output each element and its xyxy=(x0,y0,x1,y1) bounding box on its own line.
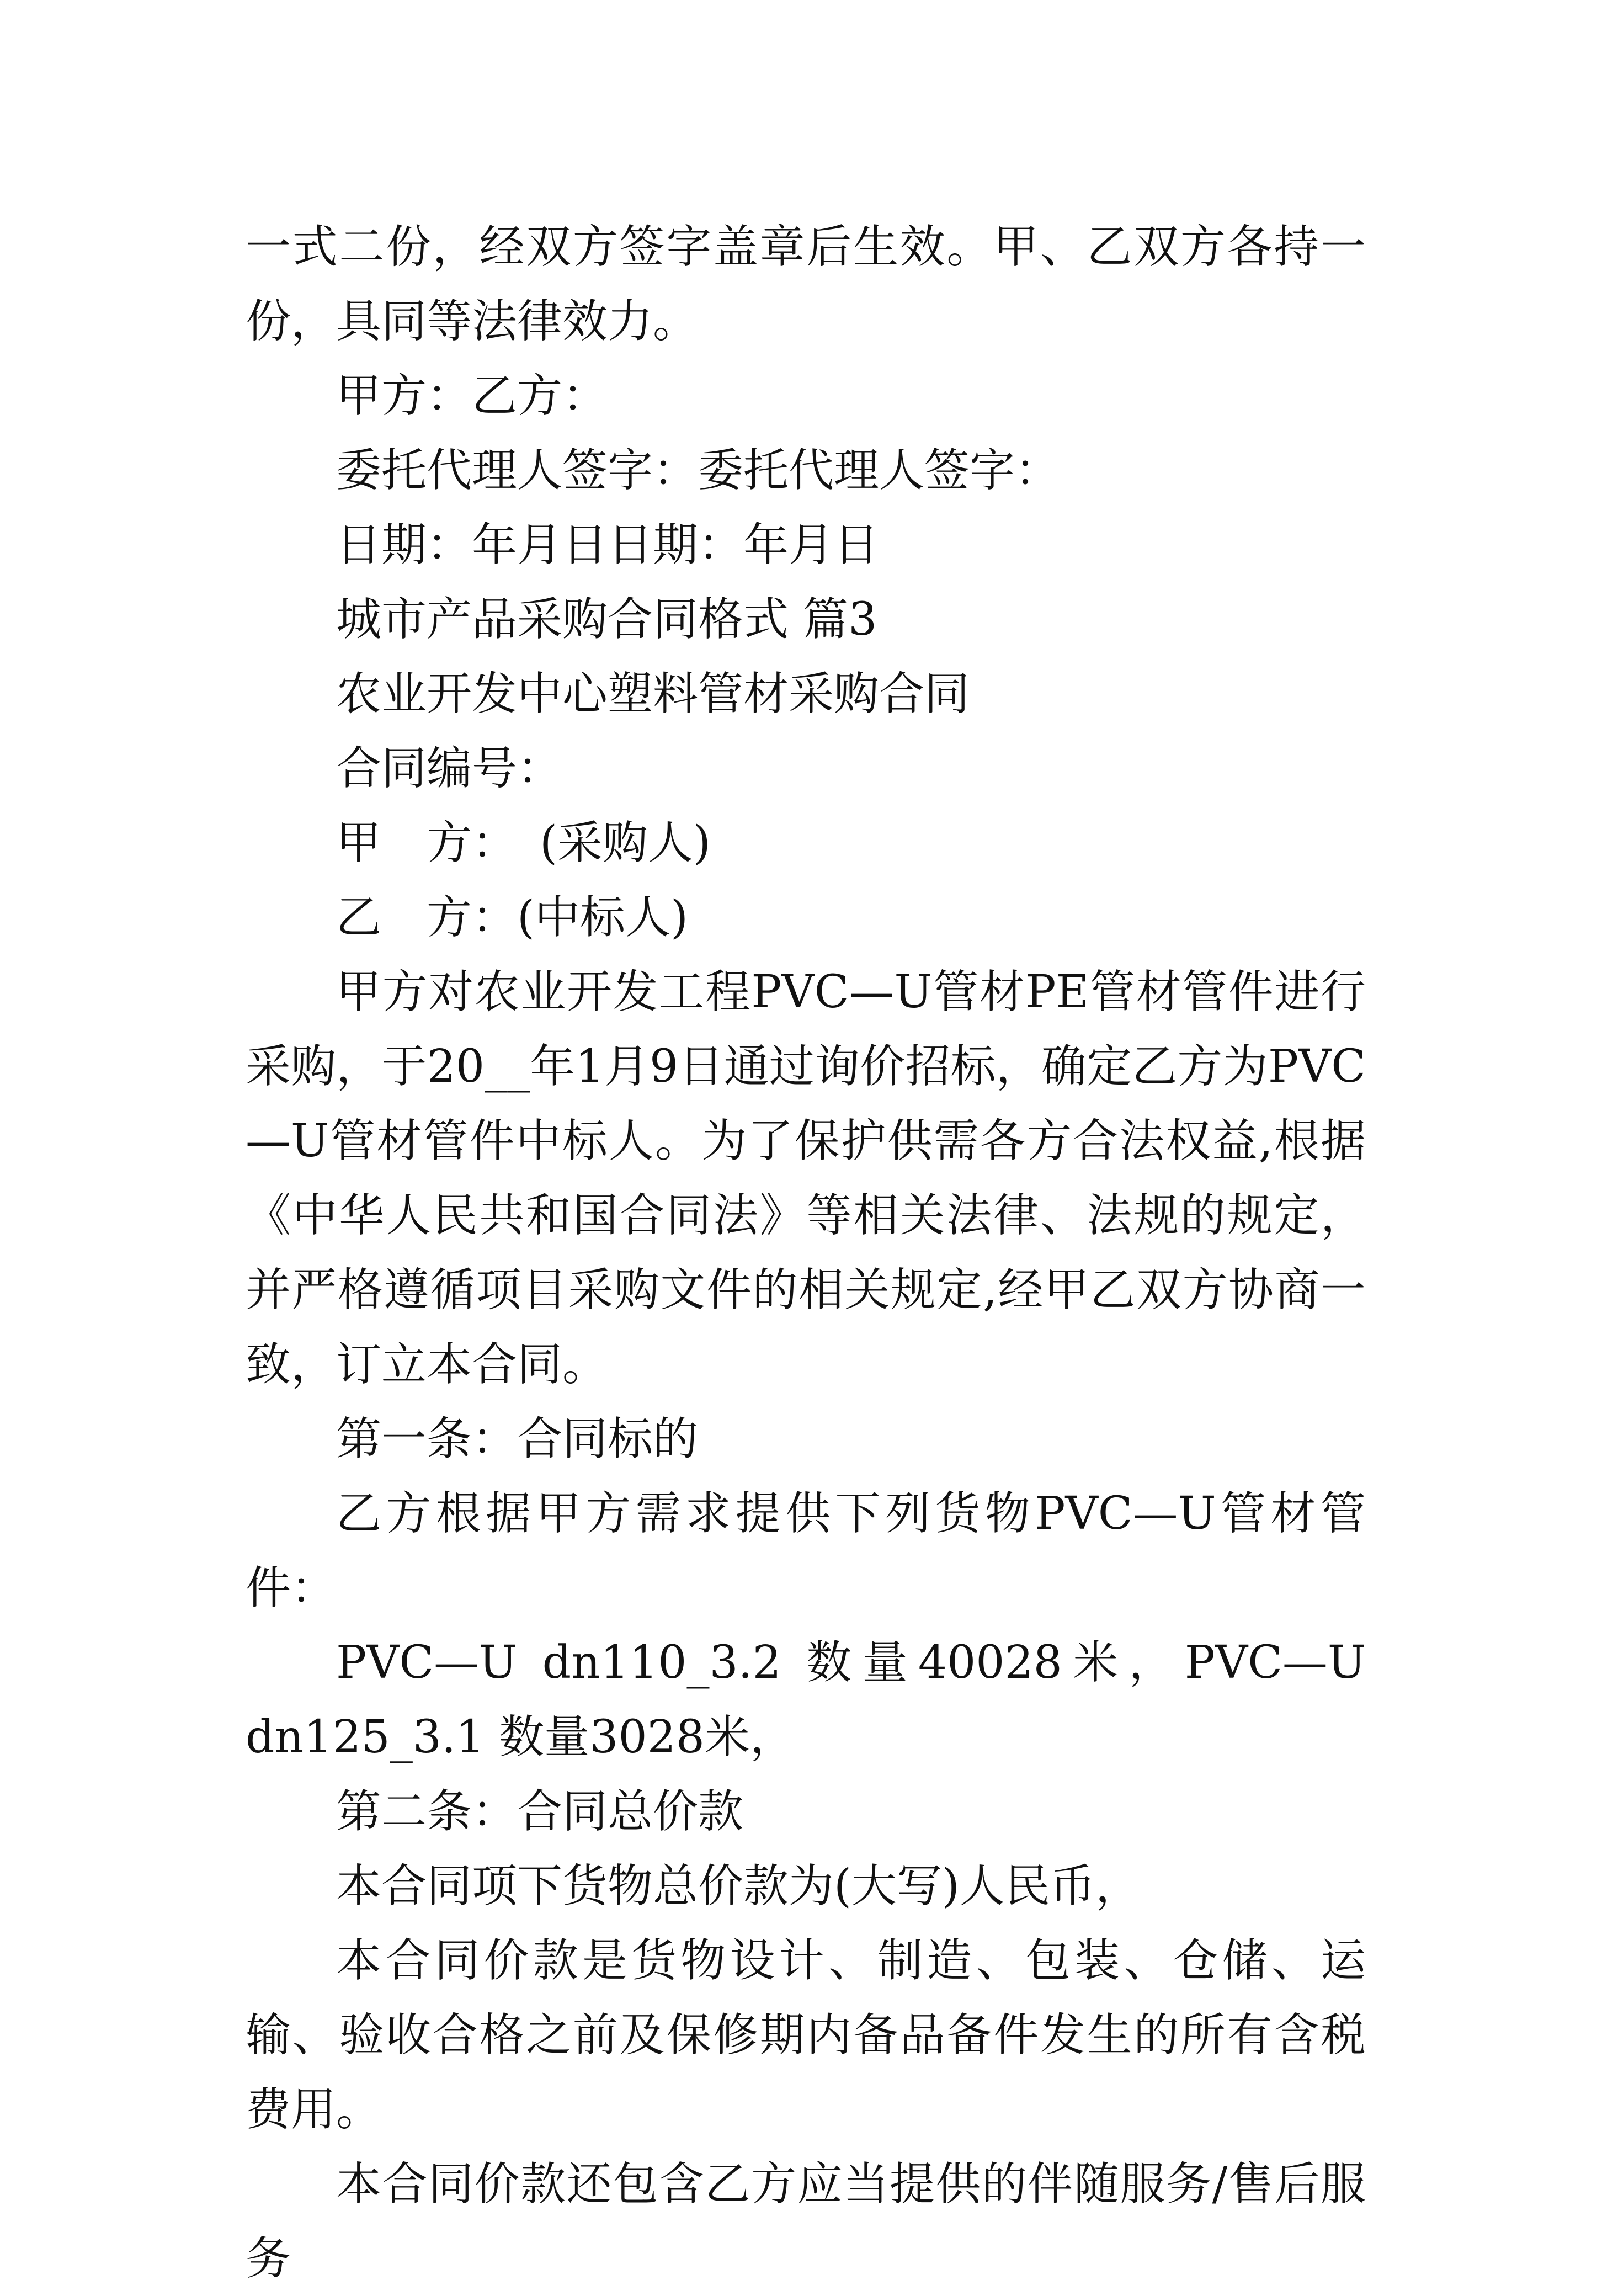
section-heading: 城市产品采购合同格式 篇3 xyxy=(336,593,877,646)
paragraph-goods: 乙方根据甲方需求提供下列货物PVC—U管材管件： xyxy=(246,1487,1366,1614)
article-1-heading: 第一条：合同标的 xyxy=(336,1413,699,1465)
article-2-heading: 第二条：合同总价款 xyxy=(336,1785,744,1838)
paragraph-4: 日期：年月日日期：年月日 xyxy=(336,519,880,571)
paragraph-preamble: 甲方对农业开发工程PVC—U管材PE管材管件进行采购，于20__年1月9日通过询价招标，确定乙方为PVC—U管材管件中标人。为了保护供需各方合法权益,根据《中华人民共和国合同法》等相关法律、法规的规定，并严格遵循项目采购文件的相关规定,经甲乙双方协商一致，订立本合同。 xyxy=(246,966,1366,1391)
document-body xyxy=(246,210,1366,2296)
paragraph-3: 委托代理人签字：委托代理人签字： xyxy=(336,444,1061,497)
party-b: 乙 方：(中标人) xyxy=(336,891,688,944)
paragraph-total: 本合同项下货物总价款为(大写)人民币， xyxy=(336,1860,1141,1912)
contract-number: 合同编号： xyxy=(336,742,563,795)
party-a: 甲 方： (采购人) xyxy=(336,817,711,869)
paragraph-price-scope: 本合同价款是货物设计、制造、包装、仓储、运输、验收合格之前及保修期内备品备件发生的所有含税费用。 xyxy=(246,1934,1366,2136)
paragraph-1: 一式二份，经双方签字盖章后生效。甲、乙双方各持一份，具同等法律效力。 xyxy=(246,221,1366,348)
paragraph-2: 甲方：乙方： xyxy=(336,370,608,422)
paragraph-spec: PVC—U dn110_3.2 数量40028米，PVC—U dn125_3.1 数量3028米， xyxy=(246,1636,1366,1763)
contract-title: 农业开发中心塑料管材采购合同 xyxy=(336,668,970,720)
paragraph-services: 本合同价款还包含乙方应当提供的伴随服务/售后服务 xyxy=(246,2158,1366,2285)
